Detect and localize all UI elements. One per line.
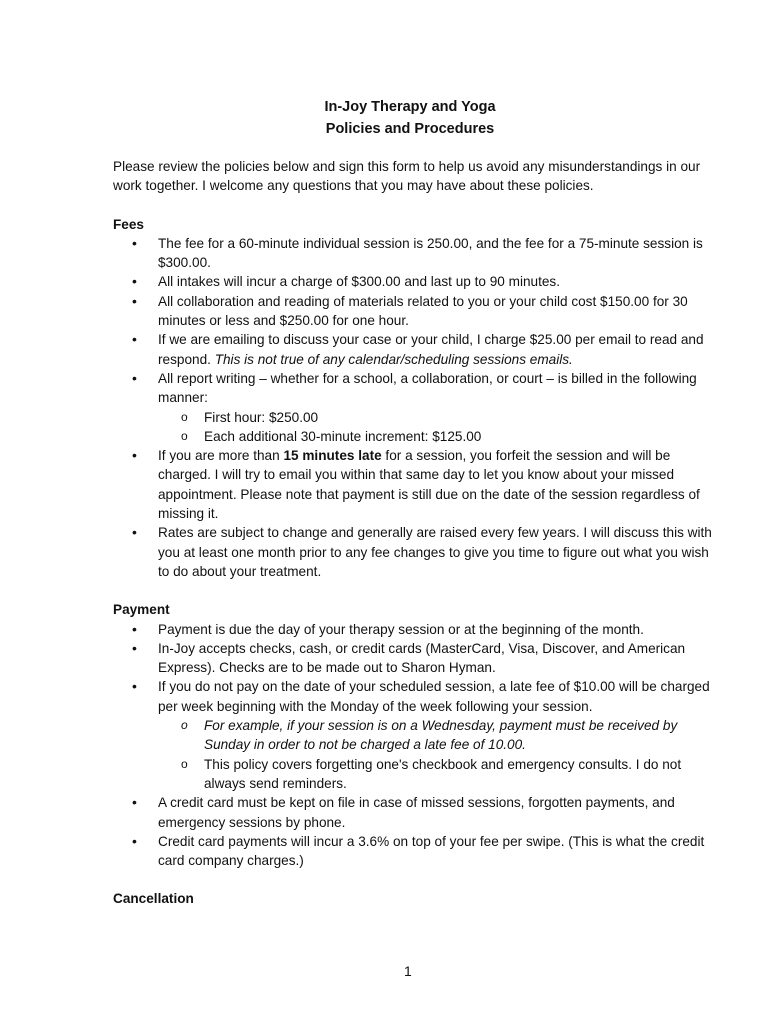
sub-list-item: o Each additional 30-minute increment: $125.00 <box>158 427 713 446</box>
list-item-text: for a session, you forfeit the session and will be charged. I will try to email you within that same day to let you know about your missed appointment. Please note that payment is still due on the date of the session regardless of missing it. <box>158 448 700 522</box>
list-item-text: If you do not pay on the date of your scheduled session, a late fee of $10.00 will be charged per week beginning with the Monday of the week following your session. <box>158 679 710 714</box>
list-item: • All intakes will incur a charge of $300.00 and last up to 90 minutes. <box>113 272 713 291</box>
sub-list-item: o First hour: $250.00 <box>158 408 713 427</box>
list-item <box>113 369 713 446</box>
sub-list <box>158 716 713 793</box>
list-item: • Credit card payments will incur a 3.6% on top of your fee per swipe. (This is what the credit card company charges.) <box>113 832 713 871</box>
payment-heading: Payment <box>113 602 170 618</box>
sub-list <box>158 408 713 447</box>
list-item: • In-Joy accepts checks, cash, or credit cards (MasterCard, Visa, Discover, and American Express). Checks are to be made out to Sharon Hyman. <box>113 639 713 678</box>
list-item-text: If we are emailing to discuss your case or your child, I charge $25.00 per email to read and respond. <box>158 332 704 367</box>
document-title <box>0 96 770 140</box>
intro-paragraph: Please review the policies below and sign this form to help us avoid any misunderstandings in our work together. I welcome any questions that you may have about these policies. <box>113 159 701 194</box>
list-item-text: All report writing – whether for a school, a collaboration, or court – is billed in the following manner: <box>158 370 697 406</box>
italic-note: This is not true of any calendar/scheduling sessions emails. <box>214 351 573 367</box>
cancellation-heading: Cancellation <box>113 891 194 907</box>
list-item <box>113 677 713 793</box>
fees-heading: Fees <box>113 216 144 232</box>
list-item <box>113 446 713 523</box>
list-item: • The fee for a 60-minute individual session is 250.00, and the fee for a 75-minute session is $300.00. <box>113 234 713 273</box>
title-line-2: Policies and Procedures <box>325 121 495 137</box>
document-body <box>113 157 713 909</box>
list-item: • All collaboration and reading of materials related to you or your child cost $150.00 for 30 minutes or less and $250.00 for one hour. <box>113 292 713 331</box>
list-item: • Payment is due the day of your therapy session or at the beginning of the month. <box>113 620 713 639</box>
page-number: 1 <box>404 963 412 979</box>
sub-list-item: o For example, if your session is on a Wednesday, payment must be received by Sunday in order to not be charged a late fee of 10.00. <box>158 716 713 755</box>
list-item: • A credit card must be kept on file in case of missed sessions, forgotten payments, and emergency sessions by phone. <box>113 793 713 832</box>
fees-list <box>113 234 713 581</box>
list-item-text: If you are more than <box>158 448 284 464</box>
list-item: • Rates are subject to change and generally are raised every few years. I will discuss this with you at least one month prior to any fee changes to give you time to figure out what you wish to do about your treatment. <box>113 523 713 581</box>
bold-emphasis: 15 minutes late <box>283 448 382 464</box>
title-line-1: In-Joy Therapy and Yoga <box>324 99 496 115</box>
sub-list-item: o This policy covers forgetting one's checkbook and emergency consults. I do not always send reminders. <box>158 755 713 794</box>
list-item <box>113 330 713 369</box>
payment-list <box>113 620 713 871</box>
